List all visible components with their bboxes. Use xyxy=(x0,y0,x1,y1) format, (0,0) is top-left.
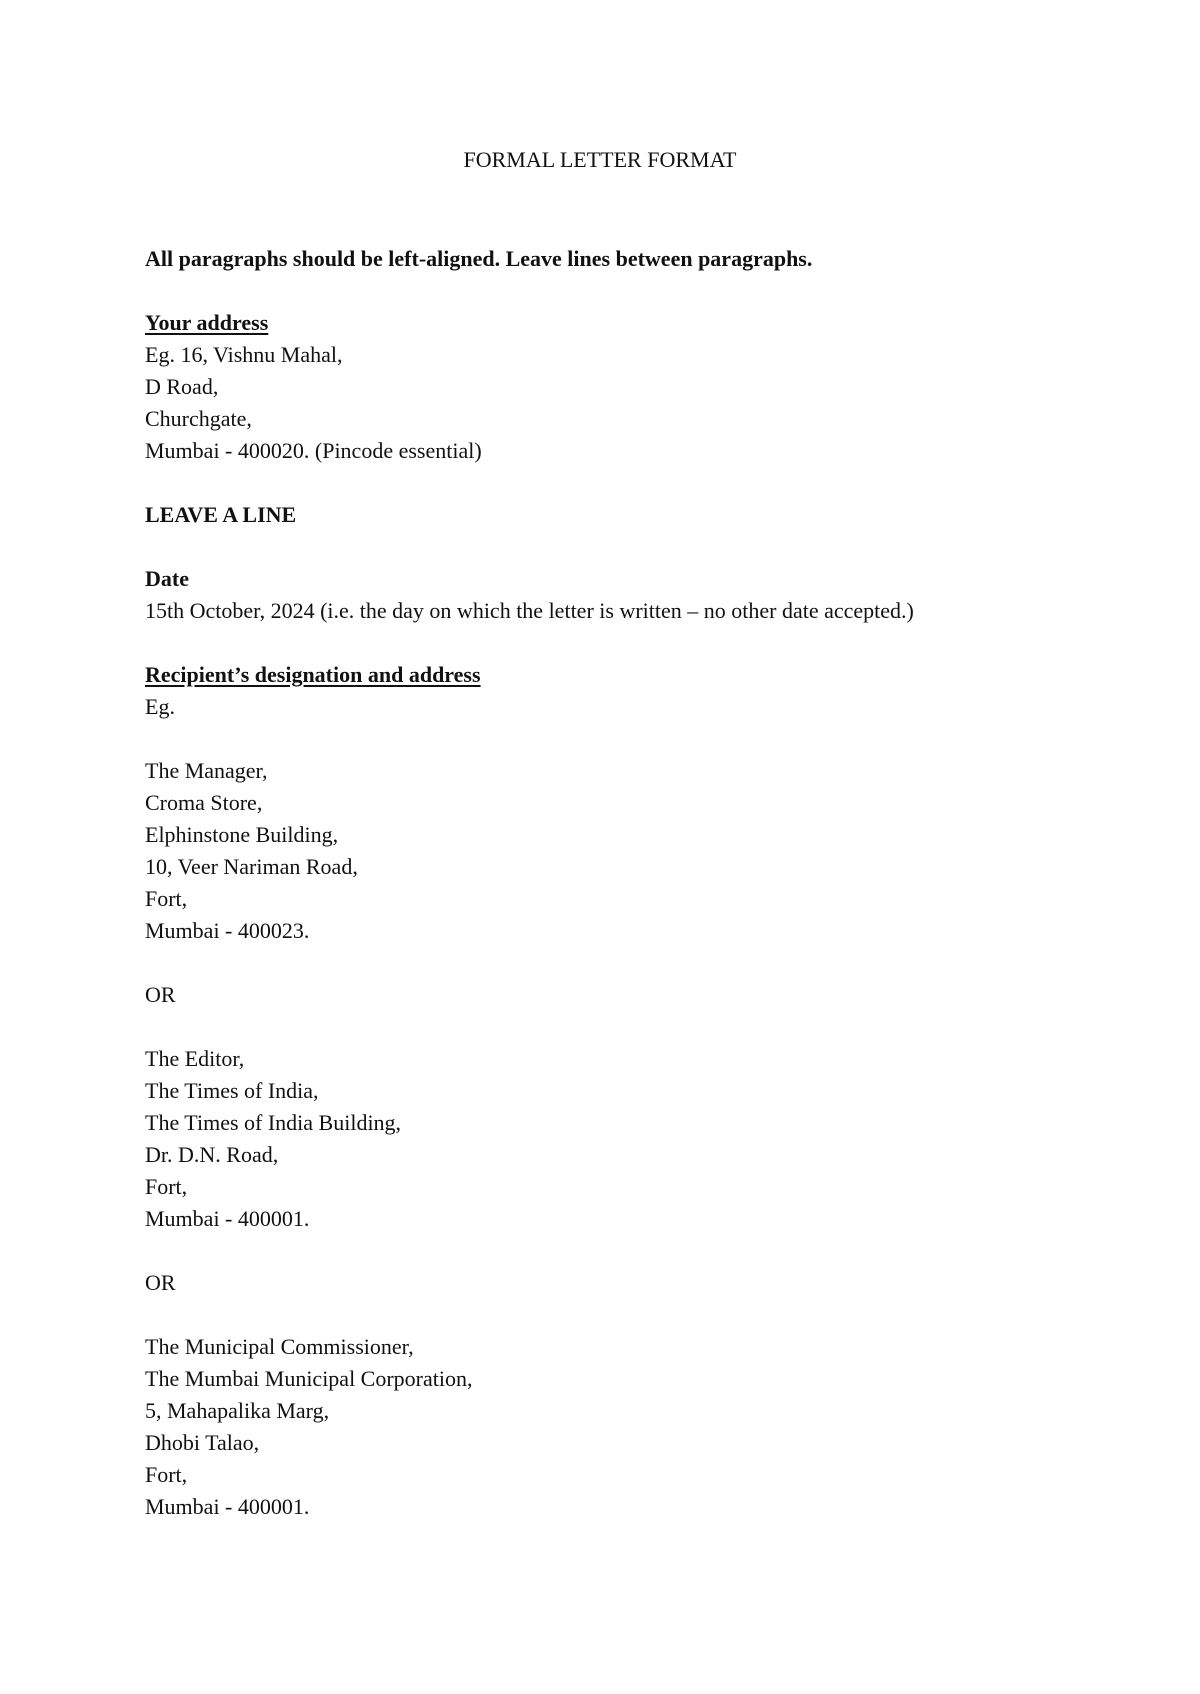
document-title: FORMAL LETTER FORMAT xyxy=(463,147,737,172)
your-address-line: Churchgate, xyxy=(145,406,252,431)
date-heading: Date xyxy=(145,566,189,591)
recipient-address-line: 10, Veer Nariman Road, xyxy=(145,854,358,879)
recipient-address-line: The Editor, xyxy=(145,1046,245,1071)
date-text: 15th October, 2024 (i.e. the day on which the letter is written – no other date accepted.) xyxy=(145,598,914,623)
blank-line xyxy=(145,467,1145,499)
recipient-address-line: 5, Mahapalika Marg, xyxy=(145,1398,330,1423)
recipient-address-line: Mumbai - 400023. xyxy=(145,918,310,943)
or-separator: OR xyxy=(145,982,176,1007)
blank-line xyxy=(145,947,1145,979)
recipient-address-line: Dhobi Talao, xyxy=(145,1430,260,1455)
recipient-address-line: Elphinstone Building, xyxy=(145,822,339,847)
recipient-address-line: Mumbai - 400001. xyxy=(145,1494,310,1519)
blank-line xyxy=(145,1235,1145,1267)
blank-line xyxy=(145,275,1145,307)
recipient-address-line: Fort, xyxy=(145,1174,188,1199)
blank-line xyxy=(145,1299,1145,1331)
recipient-address-line: Fort, xyxy=(145,886,188,911)
recipient-address-line: Dr. D.N. Road, xyxy=(145,1142,279,1167)
your-address-line: D Road, xyxy=(145,374,219,399)
or-separator: OR xyxy=(145,1270,176,1295)
blank-line xyxy=(145,531,1145,563)
blank-line xyxy=(145,1011,1145,1043)
your-address-line: Eg. 16, Vishnu Mahal, xyxy=(145,342,343,367)
recipient-eg-label: Eg. xyxy=(145,694,175,719)
blank-line xyxy=(145,723,1145,755)
your-address-heading: Your address xyxy=(145,310,269,335)
recipient-address-block xyxy=(145,755,1145,947)
recipient-address-line: The Mumbai Municipal Corporation, xyxy=(145,1366,473,1391)
recipient-address-block xyxy=(145,1331,1145,1523)
recipient-address-line: Mumbai - 400001. xyxy=(145,1206,310,1231)
recipient-address-line: The Times of India, xyxy=(145,1078,319,1103)
leave-a-line-text: LEAVE A LINE xyxy=(145,502,297,527)
blank-line xyxy=(145,627,1145,659)
recipient-address-line: The Times of India Building, xyxy=(145,1110,402,1135)
recipient-heading: Recipient’s designation and address xyxy=(145,662,481,687)
recipient-address-line: The Manager, xyxy=(145,758,268,783)
recipient-address-block xyxy=(145,1043,1145,1235)
recipient-address-line: Fort, xyxy=(145,1462,188,1487)
your-address-line: Mumbai - 400020. (Pincode essential) xyxy=(145,438,482,463)
recipient-address-line: Croma Store, xyxy=(145,790,263,815)
document-body xyxy=(145,243,1145,1523)
instruction-text: All paragraphs should be left-aligned. Leave lines between paragraphs. xyxy=(145,246,813,271)
recipient-address-line: The Municipal Commissioner, xyxy=(145,1334,414,1359)
